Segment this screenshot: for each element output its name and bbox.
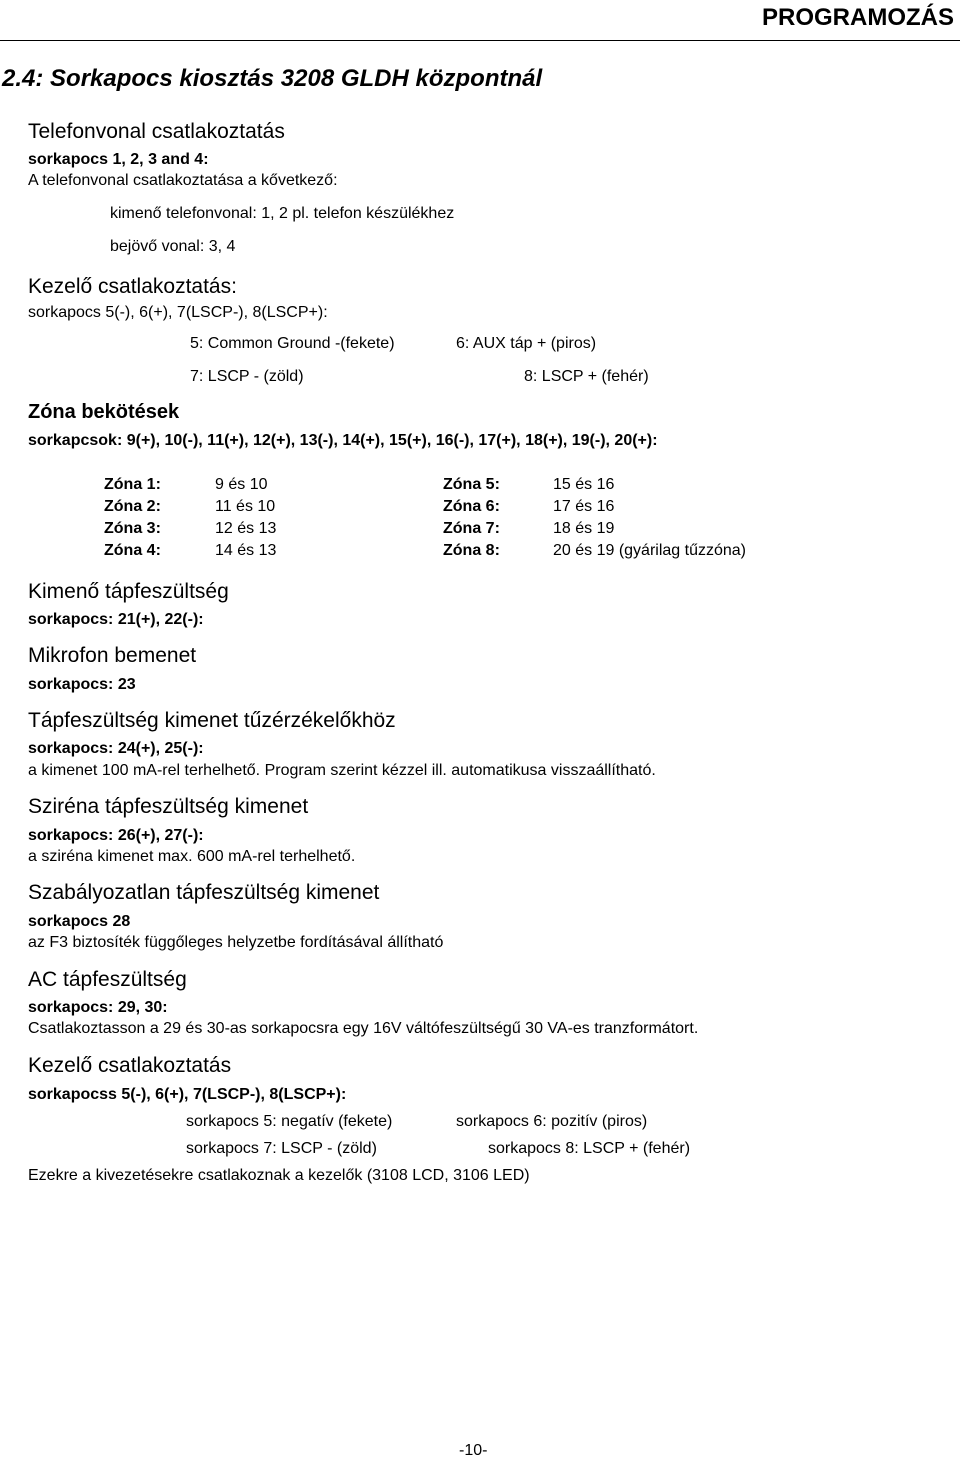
zone-terminals: 12 és 13 bbox=[215, 520, 277, 537]
siren-heading: Sziréna tápfeszültség kimenet bbox=[28, 795, 309, 818]
zone-terminals: 15 és 16 bbox=[553, 476, 615, 493]
keypad2-note: Ezekre a kivezetésekre csatlakoznak a kezelők (3108 LCD, 3106 LED) bbox=[28, 1167, 530, 1184]
aux-out-terminals: sorkapocs: 21(+), 22(-): bbox=[28, 611, 204, 628]
siren-terminals: sorkapocs: 26(+), 27(-): bbox=[28, 827, 204, 844]
fire-pwr-desc: a kimenet 100 mA-rel terhelhető. Program szerint kézzel ill. automatikusa visszaállítható. bbox=[28, 762, 656, 779]
zones-terminals: sorkapcsok: 9(+), 10(-), 11(+), 12(+), 13(-), 14(+), 15(+), 16(-), 17(+), 18(+), 19(-), 20(+): bbox=[28, 432, 658, 449]
fire-pwr-terminals: sorkapocs: 24(+), 25(-): bbox=[28, 740, 204, 757]
keypad1-heading: Kezelő csatlakoztatás: bbox=[28, 275, 237, 298]
zone-label: Zóna 3: bbox=[104, 520, 161, 537]
keypad2-heading: Kezelő csatlakoztatás bbox=[28, 1054, 232, 1077]
ac-terminals: sorkapocs: 29, 30: bbox=[28, 999, 168, 1016]
keypad1-t8: 8: LSCP + (fehér) bbox=[524, 368, 649, 385]
zones-heading: Zóna bekötések bbox=[28, 401, 180, 423]
keypad1-t7: 7: LSCP - (zöld) bbox=[190, 368, 304, 385]
fire-pwr-heading: Tápfeszültség kimenet tűzérzékelőkhöz bbox=[28, 709, 396, 732]
section-header: PROGRAMOZÁS bbox=[762, 4, 954, 31]
telefon-terminals: sorkapocs 1, 2, 3 and 4: bbox=[28, 151, 209, 168]
telefon-incoming: bejövő vonal: 3, 4 bbox=[110, 238, 236, 255]
keypad1-terminals: sorkapocs 5(-), 6(+), 7(LSCP-), 8(LSCP+): bbox=[28, 304, 328, 321]
keypad2-t7: sorkapocs 7: LSCP - (zöld) bbox=[186, 1140, 377, 1157]
keypad2-terminals: sorkapocss 5(-), 6(+), 7(LSCP-), 8(LSCP+): bbox=[28, 1086, 347, 1103]
zone-terminals: 14 és 13 bbox=[215, 542, 277, 559]
zone-label: Zóna 7: bbox=[443, 520, 500, 537]
ac-heading: AC tápfeszültség bbox=[28, 968, 187, 991]
zone-terminals: 17 és 16 bbox=[553, 498, 615, 515]
page-number: -10- bbox=[459, 1442, 488, 1459]
zone-terminals: 20 és 19 (gyárilag tűzzóna) bbox=[553, 542, 746, 559]
ac-desc: Csatlakoztasson a 29 és 30-as sorkapocsra egy 16V váltófeszültségű 30 VA-es tranzformátort. bbox=[28, 1020, 699, 1037]
keypad2-t6: sorkapocs 6: pozitív (piros) bbox=[456, 1113, 648, 1130]
header-rule bbox=[0, 40, 960, 41]
siren-desc: a sziréna kimenet max. 600 mA-rel terhelhető. bbox=[28, 848, 356, 865]
keypad2-t8: sorkapocs 8: LSCP + (fehér) bbox=[488, 1140, 691, 1157]
unreg-terminals: sorkapocs 28 bbox=[28, 913, 131, 930]
zone-terminals: 18 és 19 bbox=[553, 520, 615, 537]
keypad1-t5: 5: Common Ground -(fekete) bbox=[190, 335, 395, 352]
telefon-desc: A telefonvonal csatlakoztatása a kővetkező: bbox=[28, 172, 338, 189]
aux-out-heading: Kimenő tápfeszültség bbox=[28, 580, 229, 603]
zone-label: Zóna 1: bbox=[104, 476, 161, 493]
unreg-heading: Szabályozatlan tápfeszültség kimenet bbox=[28, 881, 380, 904]
zone-label: Zóna 4: bbox=[104, 542, 161, 559]
zone-label: Zóna 6: bbox=[443, 498, 500, 515]
mic-terminals: sorkapocs: 23 bbox=[28, 676, 136, 693]
mic-heading: Mikrofon bemenet bbox=[28, 644, 197, 667]
zone-label: Zóna 2: bbox=[104, 498, 161, 515]
page-title: 2.4: Sorkapocs kiosztás 3208 GLDH központnál bbox=[2, 65, 543, 92]
zone-label: Zóna 5: bbox=[443, 476, 500, 493]
zone-label: Zóna 8: bbox=[443, 542, 500, 559]
keypad1-t6: 6: AUX táp + (piros) bbox=[456, 335, 597, 352]
telefon-heading: Telefonvonal csatlakoztatás bbox=[28, 120, 285, 143]
zone-terminals: 9 és 10 bbox=[215, 476, 268, 493]
telefon-outgoing: kimenő telefonvonal: 1, 2 pl. telefon készülékhez bbox=[110, 205, 455, 222]
unreg-desc: az F3 biztosíték függőleges helyzetbe fordításával állítható bbox=[28, 934, 444, 951]
keypad2-t5: sorkapocs 5: negatív (fekete) bbox=[186, 1113, 393, 1130]
zone-terminals: 11 és 10 bbox=[215, 498, 276, 515]
